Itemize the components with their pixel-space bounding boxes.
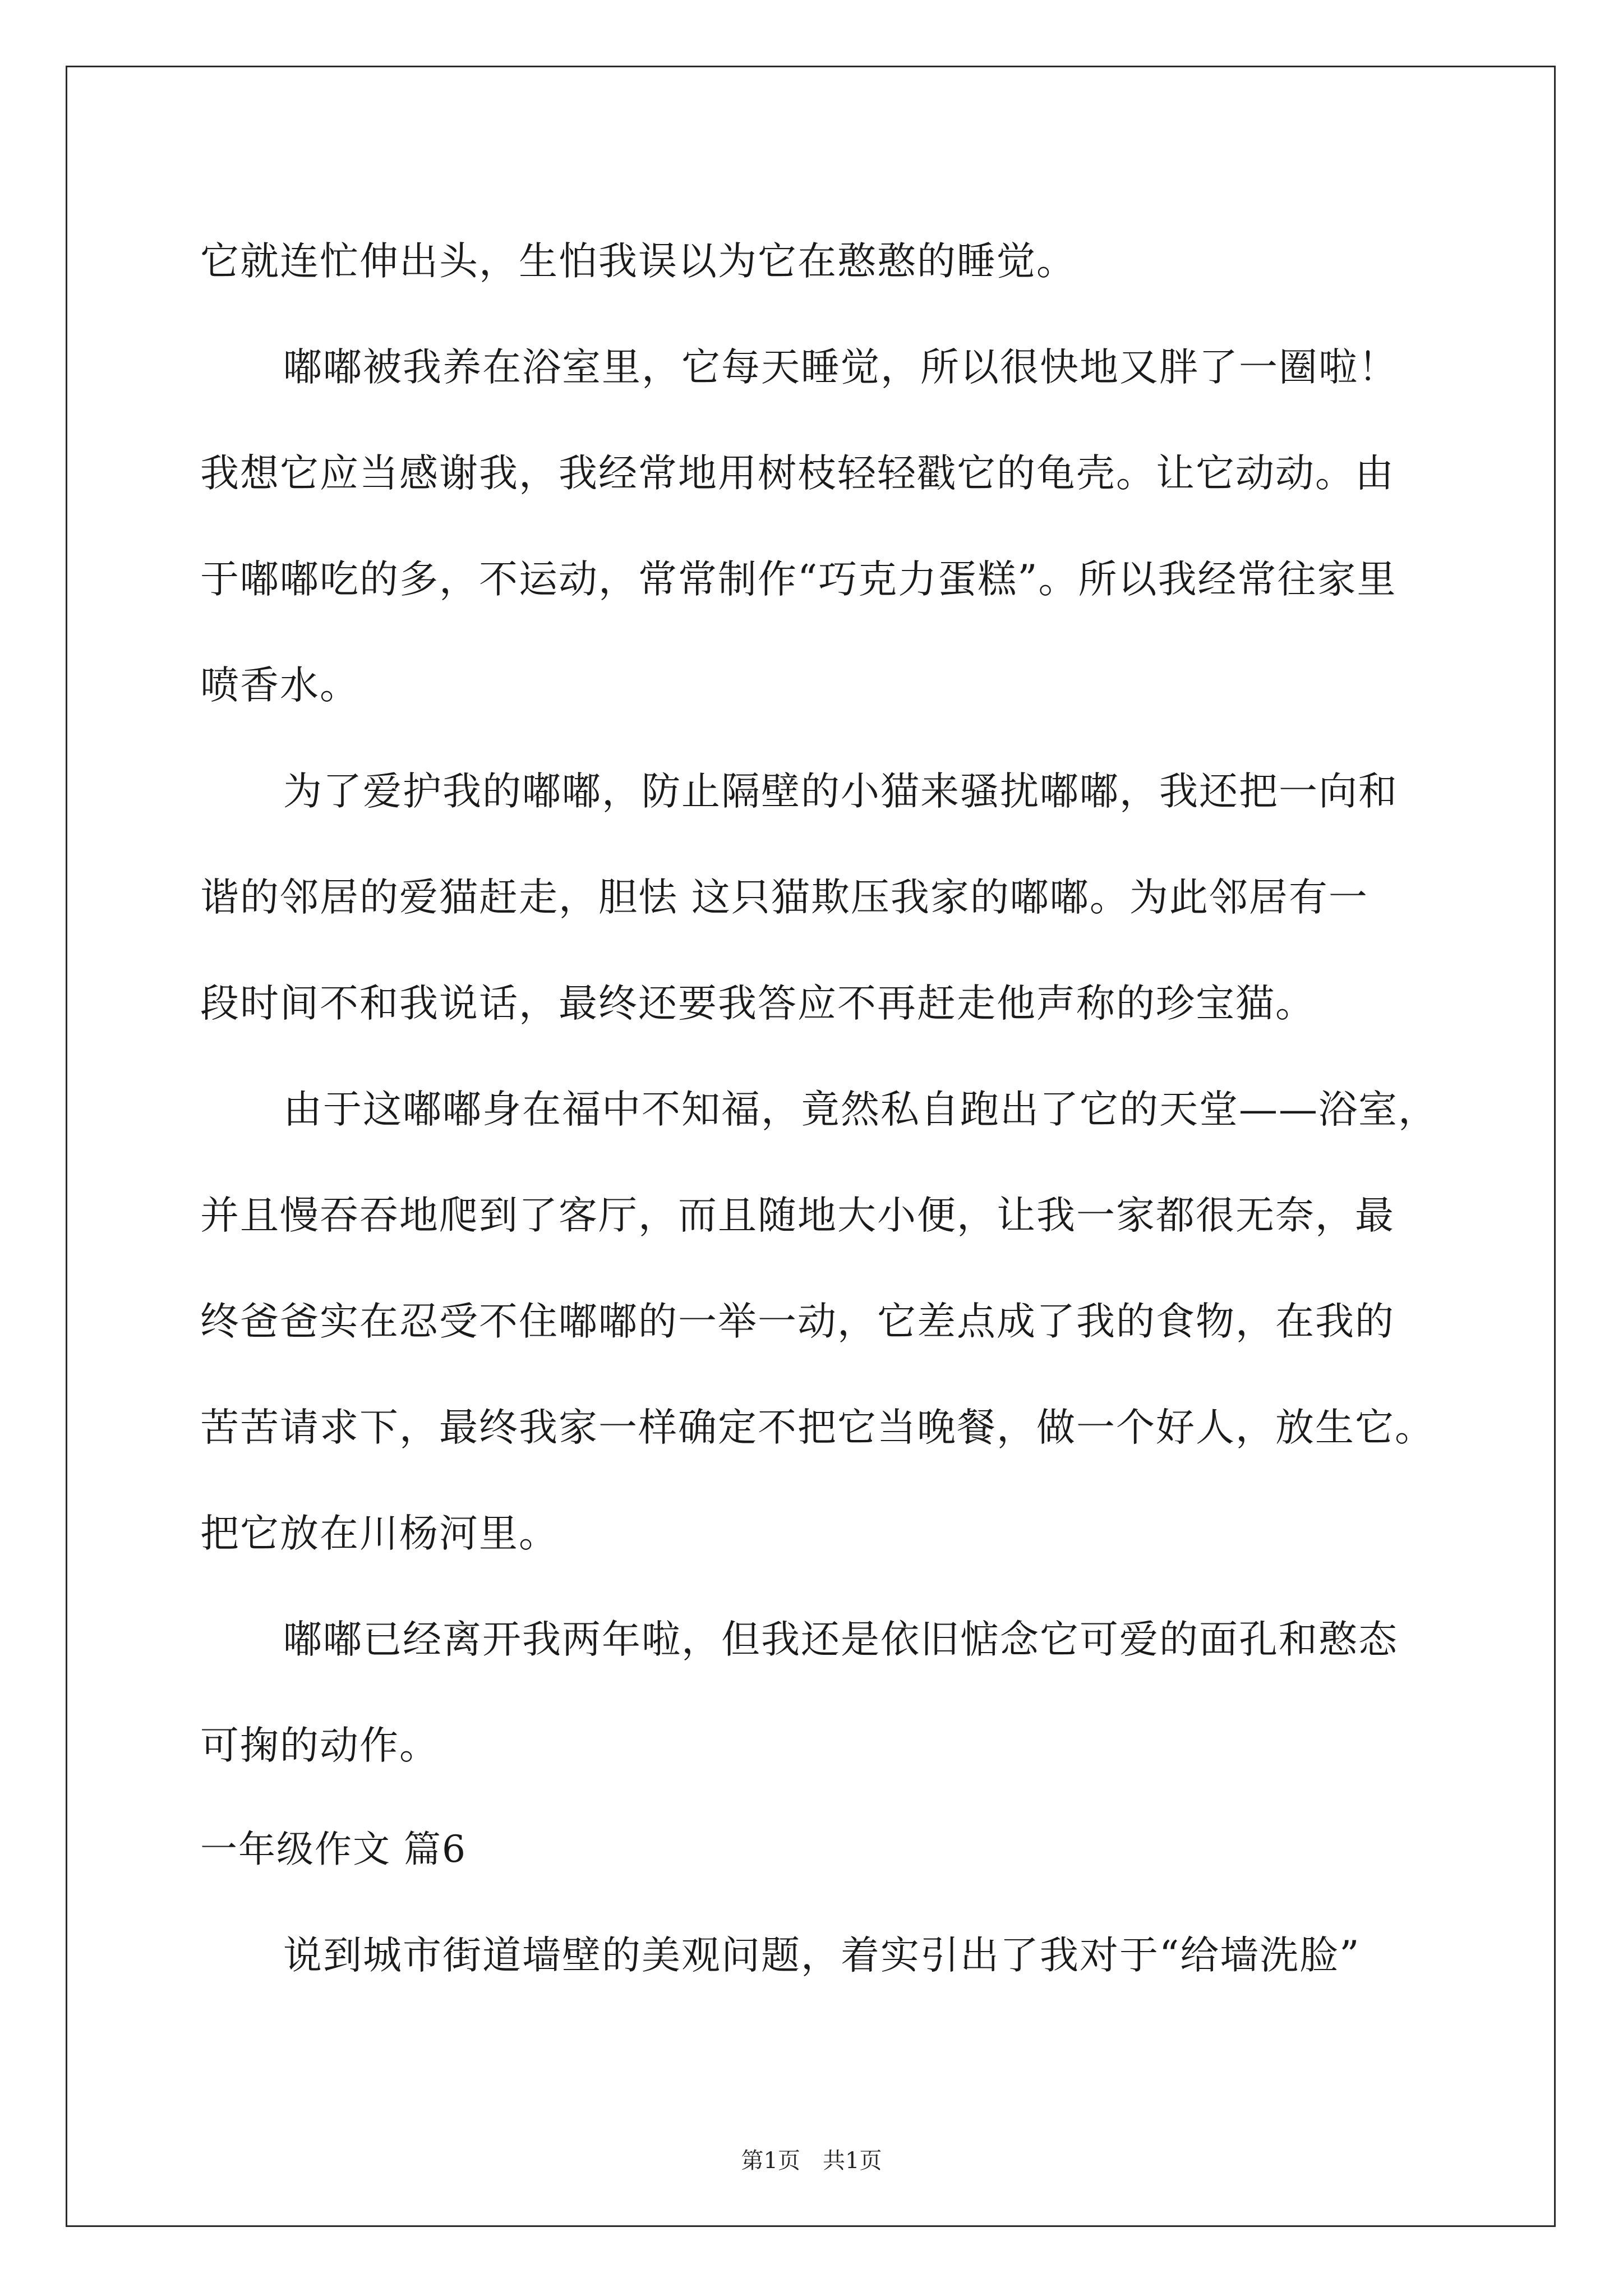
paragraph-start-line-2: 嘟嘟被我养在浴室里，它每天睡觉，所以很快地又胖了一圈啦！: [283, 345, 1398, 390]
paragraph-start-line-14: 嘟嘟已经离开我两年啦，但我还是依旧惦念它可爱的面孔和憨态: [283, 1617, 1398, 1662]
paragraph-start-line-6: 为了爱护我的嘟嘟，防止隔壁的小猫来骚扰嘟嘟，我还把一向和: [283, 769, 1398, 814]
text-line-12: 苦苦请求下，最终我家一样确定不把它当晚餐，做一个好人，放生它。: [200, 1405, 1435, 1450]
text-line-3: 我想它应当感谢我，我经常地用树枝轻轻戳它的龟壳。让它动动。由: [200, 451, 1395, 496]
text-line-8: 段时间不和我说话，最终还要我答应不再赶走他声称的珍宝猫。: [200, 981, 1315, 1026]
text-line-11: 终爸爸实在忍受不住嘟嘟的一举一动，它差点成了我的食物，在我的: [200, 1299, 1395, 1344]
text-line-7: 谐的邻居的爱猫赶走，胆怯 这只猫欺压我家的嘟嘟。为此邻居有一: [200, 875, 1368, 920]
paragraph-start-after-heading: 说到城市街道墙壁的美观问题，着实引出了我对于“给墙洗脸”: [283, 1933, 1361, 1978]
text-line-10: 并且慢吞吞地爬到了客厅，而且随地大小便，让我一家都很无奈，最: [200, 1193, 1395, 1238]
document-body: [200, 209, 1438, 2009]
page-number-current: 第1页: [741, 2148, 800, 2174]
text-line-15: 可掬的动作。: [200, 1723, 439, 1768]
section-heading: 一年级作文 篇6: [200, 1828, 467, 1871]
text-line-13: 把它放在川杨河里。: [200, 1511, 559, 1556]
text-line-1: 它就连忙伸出头，生怕我误以为它在憨憨的睡觉。: [200, 239, 1076, 284]
paragraph-start-line-9: 由于这嘟嘟身在福中不知福，竟然私自跑出了它的天堂——浴室，: [283, 1087, 1438, 1132]
page-footer: [0, 2143, 1623, 2175]
page-number-total: 共1页: [823, 2148, 882, 2174]
text-line-4: 于嘟嘟吃的多，不运动，常常制作“巧克力蛋糕”。所以我经常往家里: [200, 557, 1397, 602]
text-line-5: 喷香水。: [200, 663, 359, 708]
